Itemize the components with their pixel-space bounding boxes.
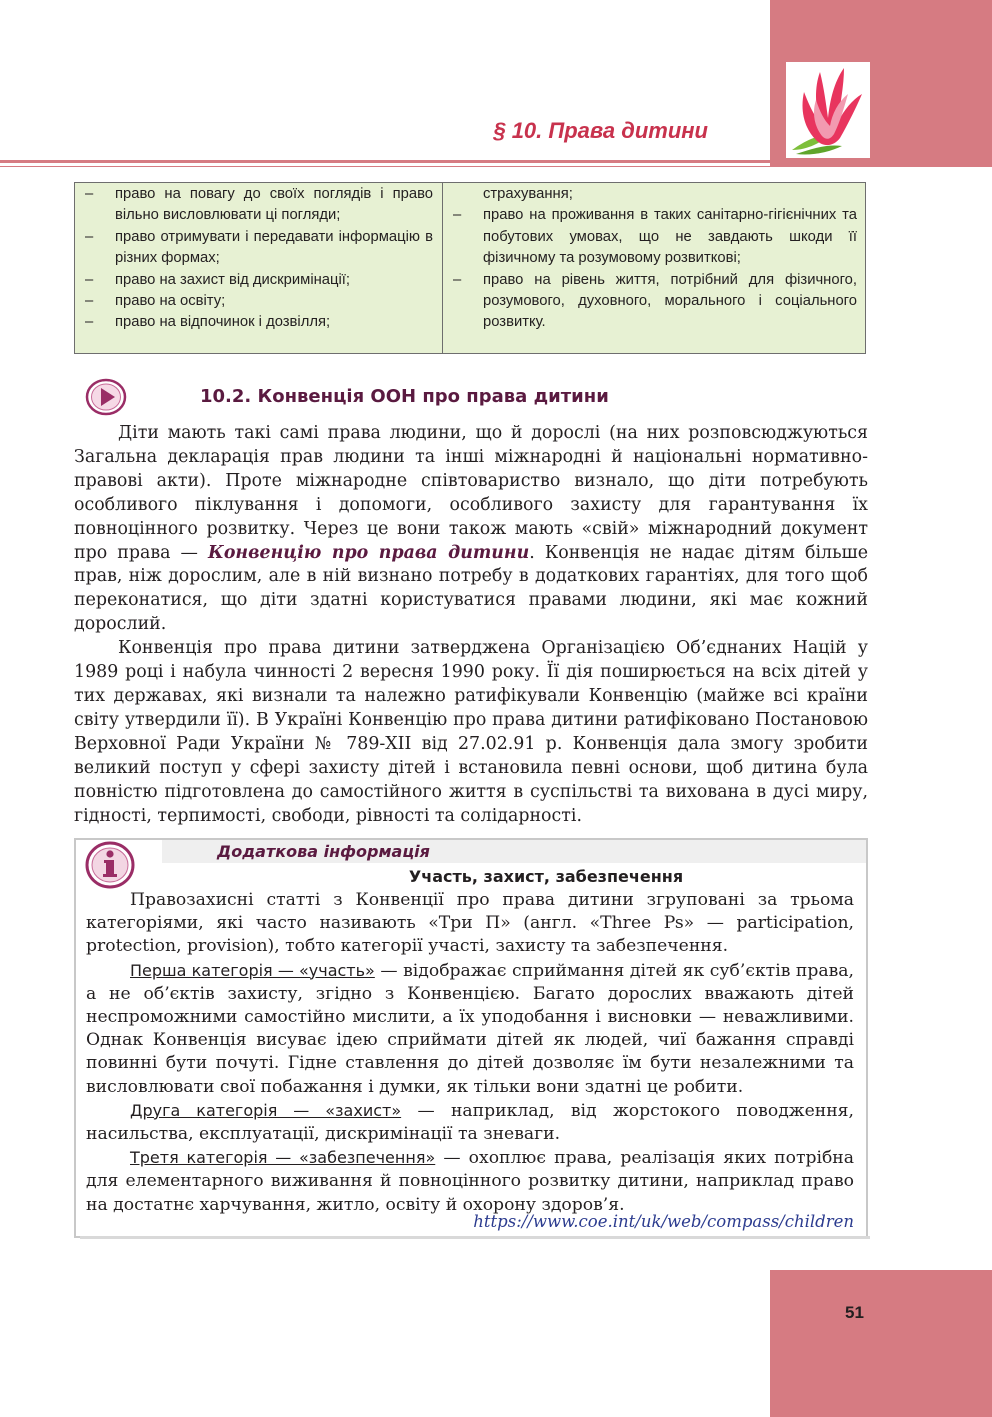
list-item-text: право на проживання в таких санітарно-гігієнічних та побутових умовах, що не завдають шкоди її фізичному та розумовому розвиткові; [483, 207, 857, 267]
list-dash: – [85, 186, 94, 202]
list-dash: – [453, 271, 462, 288]
paragraph-text: Діти мають такі самі права людини, що й дорослі (на них розповсюджуються Загальна декларація прав людини та інші міжнародні й національні нормативно-правові акти). Проте міжнародне співтовариство визнало, що діти потребують особливого піклування і допомоги, особливого захисту для гарантування їх повноцінного розвитку. Через це вони також мають «свій» міжнародний документ про права — [74, 423, 868, 563]
list-item-text: право на відпочинок і дозвілля; [115, 314, 331, 331]
page-number: 51 [845, 1303, 864, 1322]
list-dash: – [453, 207, 462, 224]
rights-column-left [81, 184, 433, 334]
rights-table [74, 182, 866, 354]
emphasis-term: Конвенцію про права дитини [208, 542, 530, 563]
paragraph-text: . Конвенція не надає дітям більше прав, ніж дорослим, але в ній визнано потребу в додаткових гарантіях, для того щоб переконатися, що діти здатні користуватися правами людини, які має кожний дорослий. [74, 542, 868, 635]
list-item [81, 270, 433, 291]
section-title: 10.2. Конвенція ООН про права дитини [200, 386, 609, 407]
paragraph [74, 422, 868, 637]
body-text [74, 422, 868, 828]
footer-accent-band [770, 1270, 992, 1417]
list-item [81, 291, 433, 312]
header-rule-thin [0, 166, 770, 167]
paragraph-text: — охоплює права, реалізація яких потрібна для елементарного виживання й повноцінного розвитку дитини, наприклад право на достатнє харчування, житло, освіту й охорону здоров’я. [86, 1148, 855, 1215]
category-label: Перша категорія — «участь» [130, 960, 375, 980]
category-label: Друга категорія — «захист» [130, 1100, 402, 1120]
list-item-text: право на повагу до своїх поглядів і право вільно висловлювати ці погляди; [115, 186, 433, 224]
paragraph-text: — відображає сприймання дітей як суб’єктів права, а не об’єктів захисту, згідно з Конвенцією. Багато дорослих вважають дітей неспроможними самостійно мислити, а їх уподобання і висновки — неважливими. Однак Конвенція висуває ідею сприймати дітей як людей, чиї бажання справді повинні бути почуті. Гідне ставлення до дітей дозволяє їм бути незалежними та висловлювати свої побажання і думки, як тільки вони здатні це робити. [86, 960, 854, 1097]
list-item-text: страхування; [483, 186, 573, 202]
info-subtitle: Участь, захист, забезпечення [408, 867, 684, 886]
chapter-title: § 10. Права дитини [493, 118, 708, 143]
list-item [449, 270, 857, 334]
list-item [81, 227, 433, 270]
column-divider [442, 183, 443, 353]
paragraph: Правозахисні статті з Конвенції про права дитини згруповані за трьома категоріями, які часто називають «Три П» (англ. «Three Ps» — participation, protection, provision), тобто категорії участі, захисту та забезпечення. [86, 890, 854, 957]
list-item-text: право на освіту; [115, 293, 226, 310]
list-dash: – [85, 293, 94, 310]
list-dash: – [85, 271, 94, 288]
source-link[interactable]: https://www.coe.int/uk/web/compass/children [473, 1212, 854, 1231]
paragraph-text: — наприклад, від жорстокого поводження, насильства, експлуатації, дискримінації та зневаги. [86, 1100, 854, 1145]
list-dash: – [85, 228, 94, 245]
list-item-text: право на захист від дискримінації; [115, 271, 350, 288]
info-box-shadow [80, 1236, 870, 1239]
rights-column-right [449, 184, 857, 334]
header-rule [0, 160, 770, 163]
list-item-text: право отримувати і передавати інформацію в різних формах; [115, 228, 433, 267]
category-label: Третя категорія — «забезпечення» [130, 1148, 436, 1168]
info-label: Додаткова інформація [217, 842, 430, 861]
info-text [86, 889, 854, 1217]
list-item [449, 205, 857, 269]
paragraph [86, 959, 854, 1099]
list-item [449, 184, 857, 205]
paragraph [86, 1146, 854, 1217]
hands-icon [786, 62, 870, 158]
play-icon [84, 377, 128, 417]
list-dash: – [85, 314, 94, 331]
paragraph [86, 1099, 854, 1146]
list-item-text: право на рівень життя, потрібний для фізичного, розумового, духовного, морального і соціального розвитку. [483, 271, 857, 331]
list-item [81, 312, 433, 333]
paragraph: Конвенція про права дитини затверджена Організацією Об’єднаних Націй у 1989 році і набула чинності 2 вересня 1990 року. Її дія поширюється на всіх дітей у тих державах, які визнали та належно ратифікували Конвенцію (майже всі країни світу утвердили її). В Україні Конвенцію про права дитини ратифіковано Постановою Верховної Ради України № 789-XII від 27.02.91 р. Конвенція дала змогу зробити великий поступ у сфері захисту дітей і встановила певні основи, щоб дитина була повністю підготовлена до самостійного життя в суспільстві та вихована в дусі миру, гідності, терпимості, свободи, рівності та солідарності. [74, 638, 868, 826]
list-item [81, 184, 433, 227]
